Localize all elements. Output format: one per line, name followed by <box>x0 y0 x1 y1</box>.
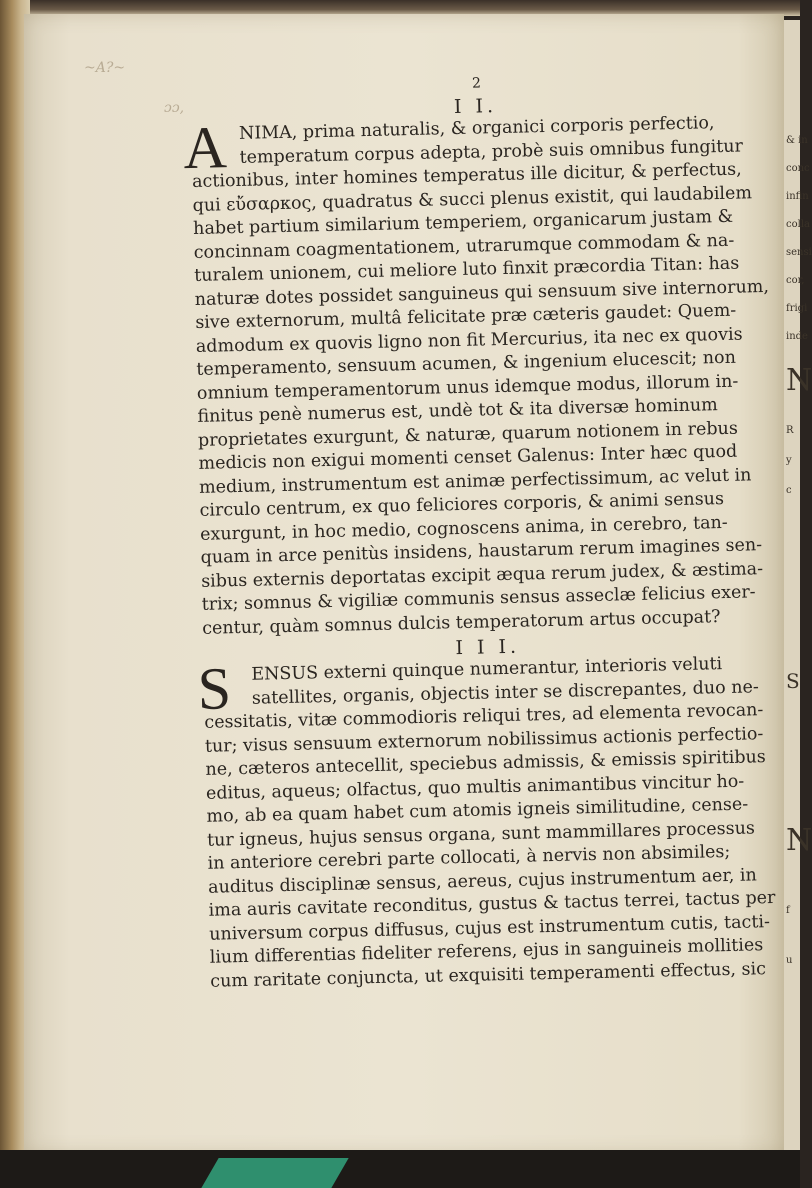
paragraph <box>182 111 773 641</box>
margin-fragment: S <box>786 669 800 693</box>
text-line: editus, aqueus; olfactus, quo multis animantibus vincitur ho- <box>205 771 745 804</box>
margin-fragment: conc <box>786 163 810 174</box>
margin-fragment: N <box>786 823 812 858</box>
text-line: mo, ab ea quam habet cum atomis igneis similitudine, cense- <box>206 794 749 827</box>
page-text <box>182 75 780 994</box>
text-line: sibus externis deportatas excipit æqua rerum judex, & æstima- <box>200 558 764 592</box>
margin-fragment: infin <box>786 191 809 202</box>
text-line: satellites, organis, objectis inter se discrepantes, duo ne- <box>251 676 759 709</box>
margin-fragment: colla <box>786 219 810 230</box>
margin-fragment: frigi <box>786 303 808 314</box>
text-line: tur igneus, hujus sensus organa, sunt mammillares processus <box>206 817 756 851</box>
text-line: ENSUS externi quinque numerantur, interioris veluti <box>251 654 723 685</box>
text-line: medium, instrumentum est animæ perfectissimum, ac velut in <box>198 464 752 498</box>
margin-fragment: R <box>786 425 794 436</box>
text-line: sive externorum, multâ felicitate præ cæteris gaudet: Quem- <box>195 300 737 333</box>
text-line: quam in arce penitùs insidens, haustarum rerum imagines sen- <box>200 535 763 568</box>
text-line: ne, cæteros antecellit, speciebus admissis, & emissis spiritibus <box>205 747 767 780</box>
text-line: universum corpus diffusus, cujus est instrumentum cutis, tacti- <box>208 911 771 945</box>
margin-fragment: & in <box>786 135 808 146</box>
pencil-mark: ɔɔ, <box>164 100 185 116</box>
text-line: tur; visus sensuum externorum nobilissimus actionis perfectio- <box>204 723 764 757</box>
section-heading: I I I. <box>455 635 521 660</box>
pencil-mark: ~A?~ <box>84 60 126 76</box>
margin-fragment: f <box>786 905 790 916</box>
desk-surface <box>0 1150 800 1188</box>
drop-cap: S <box>196 655 232 722</box>
margin-fragment: c <box>786 485 792 496</box>
text-line: cum raritate conjuncta, ut exquisiti temperamenti effectus, sic <box>210 958 767 992</box>
green-ribbon <box>201 1158 348 1188</box>
text-line: turalem unionem, cui meliore luto finxit præcordia Titan: has <box>194 253 740 286</box>
text-line: exurgunt, in hoc medio, cognoscens anima, in cerebro, tan- <box>199 512 728 545</box>
text-line: circulo centrum, ex quo feliciores corporis, & animi sensus <box>199 488 725 521</box>
text-line: concinnam coagmentationem, utrarumque commodam & na- <box>193 230 735 263</box>
text-line: ima auris cavitate reconditus, gustus & tactus terrei, tactus per <box>208 887 776 921</box>
text-line: centur, quàm somnus dulcis temperatorum artus occupat? <box>202 606 721 639</box>
text-line: naturæ dotes possidet sanguineus qui sensuum sive internorum, <box>194 276 770 310</box>
text-line: auditus disciplinæ sensus, aereus, cujus instrumentum aer, in <box>207 864 758 898</box>
margin-fragment: y <box>786 455 792 466</box>
text-line: NIMA, prima naturalis, & organici corporis perfectio, <box>238 113 715 144</box>
section-heading: I I. <box>453 95 498 119</box>
text-line: lium differentias fideliter referens, ejus in sanguineis mollities <box>209 935 764 968</box>
text-line: finitus penè numerus est, undè tot & ita diversæ hominum <box>197 395 718 427</box>
margin-fragment: sensi <box>786 247 812 258</box>
margin-fragment: N <box>786 363 812 398</box>
text-line: omnium temperamentorum unus idemque modus, illorum in- <box>196 371 739 404</box>
text-line: temperamento, sensuum acumen, & ingenium elucescit; non <box>196 347 737 380</box>
text-line: temperatum corpus adepta, probè suis omnibus fungitur <box>239 135 744 168</box>
text-line: qui εὔσαρκος, quadratus & succi plenus existit, qui laudabilem <box>192 182 753 216</box>
text-line: in anteriore cerebri parte collocati, à nervis non absimiles; <box>207 841 731 874</box>
text-line: proprietates exurgunt, & naturæ, quarum notionem in rebus <box>197 418 739 451</box>
text-line: medicis non exigui momenti censet Galenus: Inter hæc quod <box>198 441 738 474</box>
text-line: actionibus, inter homines temperatus ille dicitur, & perfectus, <box>191 159 742 192</box>
text-line: trix; somnus & vigiliæ communis sensus asseclæ felicius exer- <box>201 582 756 615</box>
paragraph <box>196 652 780 994</box>
text-line: habet partium similarium temperiem, organicarum justam & <box>192 206 734 239</box>
margin-fragment: inde <box>786 331 808 342</box>
margin-fragment: cor, <box>786 275 805 286</box>
text-line: admodum ex quovis ligno non fit Mercurius, ita nec ex quovis <box>195 324 743 357</box>
facing-page-edge <box>784 20 812 1160</box>
drop-cap: A <box>182 114 228 182</box>
page-number: 2 <box>471 75 482 92</box>
margin-fragment: u <box>786 955 793 966</box>
text-line: cessitatis, vitæ commodioris reliqui tres, ad elementa revocan- <box>204 700 764 733</box>
